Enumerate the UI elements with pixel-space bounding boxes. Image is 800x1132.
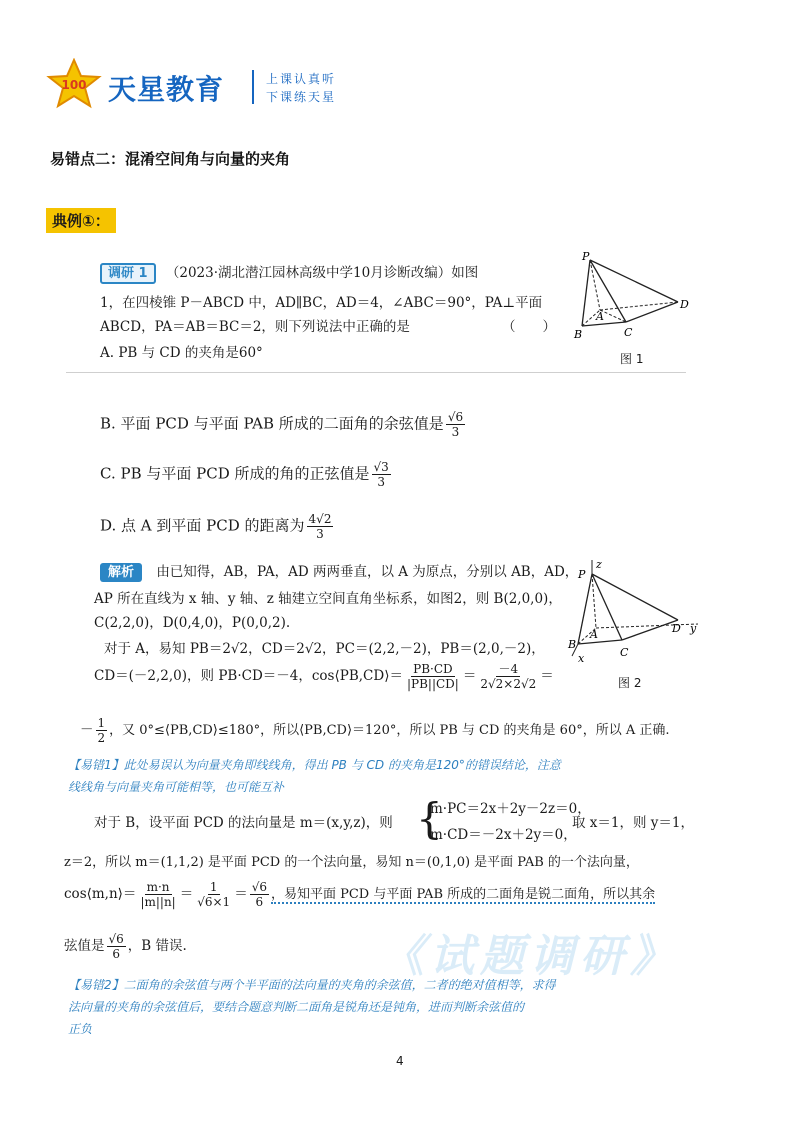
system-eq-1: m·PC＝2x＋2y－2z＝0， xyxy=(430,801,591,817)
problem-line-3: ABCD，PA＝AB＝BC＝2，则下列说法中正确的是 xyxy=(100,319,410,335)
solution-end-9: ，易知平面 PCD 与平面 PAB 所成的二面角是锐二面角，所以其余 xyxy=(270,887,656,902)
solution-line-8: z＝2，所以 m＝(1,1,2) 是平面 PCD 的一个法向量，易知 n＝(0,1,0) 是平面 PAB 的一个法向量， xyxy=(64,855,639,870)
solution-line-1 xyxy=(100,563,578,582)
problem-source: （2023·湖北潜江园林高级中学10月诊断改编）如图 xyxy=(165,265,479,281)
system-brace: { xyxy=(416,794,443,843)
option-c-den: 3 xyxy=(377,475,385,489)
solution-line-10 xyxy=(64,932,187,961)
solution-line-5 xyxy=(94,662,554,691)
fig1-label-d: D xyxy=(680,298,689,311)
solution-eq-9b: ＝ xyxy=(234,886,248,902)
solution-line-6 xyxy=(80,716,670,745)
fig2-label-y: y xyxy=(690,622,697,635)
option-b xyxy=(100,410,467,439)
option-b-fraction xyxy=(446,410,465,439)
mn-num-3: √6 xyxy=(251,880,267,894)
option-b-num: √6 xyxy=(447,410,464,424)
page-number: 4 xyxy=(396,1054,404,1068)
fig2-label-z: z xyxy=(596,560,602,571)
option-d-num: 4√2 xyxy=(308,512,332,526)
slogan-line-1: 上课认真听 xyxy=(266,72,337,86)
mn-den-2: √6×1 xyxy=(197,895,231,909)
option-d-den: 3 xyxy=(316,527,324,541)
fig1-label-p: P xyxy=(582,250,590,263)
cos-num-1: PB·CD xyxy=(413,662,453,676)
cos-den-1: |PB||CD| xyxy=(406,677,459,691)
figure-2-caption: 图 2 xyxy=(618,676,642,690)
solution-text-10: 弦值是 xyxy=(64,938,105,954)
option-c-fraction xyxy=(372,460,391,489)
section-title: 易错点二：混淆空间角与向量的夹角 xyxy=(50,150,291,168)
cos-fraction-1 xyxy=(405,662,461,691)
final-fraction xyxy=(107,932,126,961)
solution-line-7-end: 取 x＝1，则 y＝1， xyxy=(572,815,695,831)
mn-den: |m||n| xyxy=(140,895,176,909)
solution-line-2: AP 所在直线为 x 轴、y 轴、z 轴建立空间直角坐标系，如图2，则 B(2,0,0)， xyxy=(94,591,562,607)
fig2-label-d: D xyxy=(672,622,681,635)
solution-text-9: cos⟨m,n⟩＝ xyxy=(64,886,137,902)
option-c xyxy=(100,460,393,489)
fig1-label-b: B xyxy=(574,328,583,341)
figure-1 xyxy=(568,250,698,370)
half-den: 2 xyxy=(97,731,106,745)
option-d xyxy=(100,512,335,541)
option-c-num: √3 xyxy=(373,460,389,474)
option-a: A. PB 与 CD 的夹角是60° xyxy=(100,345,263,361)
cos-den-2: 2√2×2√2 xyxy=(480,677,537,691)
pyramid-diagram-2 xyxy=(566,560,706,664)
cos-num-2: －4 xyxy=(498,662,519,676)
figure-1-caption: 图 1 xyxy=(620,352,644,366)
solution-line-7 xyxy=(94,814,393,832)
mn-fraction xyxy=(138,880,177,909)
error-note-2-line-3: 正负 xyxy=(68,1022,93,1036)
option-b-text: B. 平面 PCD 与平面 PAB 所成的二面角的余弦值是 xyxy=(100,414,444,433)
half-fraction xyxy=(96,716,108,745)
system-eq-2: m·CD＝－2x＋2y＝0， xyxy=(430,827,577,843)
fig2-label-p: P xyxy=(578,568,586,581)
solution-eq-5: ＝ xyxy=(462,668,477,684)
fig2-label-x: x xyxy=(578,652,585,664)
solution-text-7: 对于 B，设平面 PCD 的法向量是 m＝(x,y,z)，则 xyxy=(94,815,393,831)
answer-paren: （ ） xyxy=(502,319,556,335)
fig1-label-a: A xyxy=(596,310,604,323)
solution-text-5: CD＝(－2,2,0)，则 PB·CD＝－4，cos⟨PB,CD⟩＝ xyxy=(94,668,403,684)
error-note-1-line-2: 线线角与向量夹角可能相等，也可能互补 xyxy=(68,780,285,794)
solution-end-10: ，B 错误. xyxy=(127,938,187,954)
error-note-2-line-2: 法向量的夹角的余弦值后，要结合题意判断二面角是锐角还是钝角，进而判断余弦值的 xyxy=(68,1000,525,1014)
mn-num: m·n xyxy=(146,880,170,894)
mn-num-2: 1 xyxy=(209,880,218,894)
watermark: 《试题调研》 xyxy=(380,931,680,982)
half-num: 1 xyxy=(97,716,106,730)
divider xyxy=(66,372,686,373)
option-d-text: D. 点 A 到平面 PCD 的距离为 xyxy=(100,516,305,535)
solution-end-5: ＝ xyxy=(540,668,554,684)
error-note-2-line-1: 【易错2】二面角的余弦值与两个半平面的法向量的夹角的余弦值，二者的绝对值相等，求得 xyxy=(68,978,556,992)
problem-line-2: 1，在四棱锥 P－ABCD 中，AD∥BC，AD＝4，∠ABC＝90°，PA⊥平面 xyxy=(100,295,543,311)
problem-line-1 xyxy=(100,264,478,283)
option-d-fraction xyxy=(307,512,334,541)
fig2-label-b: B xyxy=(568,638,577,651)
fig2-label-c: C xyxy=(620,646,629,659)
slogan-line-2: 下课练天星 xyxy=(266,90,337,104)
star-logo-icon xyxy=(46,58,102,110)
brand-name: 天星教育 xyxy=(108,73,225,106)
solution-tag: 解析 xyxy=(100,563,142,582)
header-divider xyxy=(252,70,254,104)
mn-fraction-2 xyxy=(195,880,232,909)
solution-line-9 xyxy=(64,880,655,909)
mn-den-3: 6 xyxy=(255,895,264,909)
logo xyxy=(46,58,102,110)
solution-text-1: 由已知得，AB，PA，AD 两两垂直，以 A 为原点，分别以 AB，AD， xyxy=(156,564,579,580)
figure-2 xyxy=(566,560,706,690)
problem-tag: 调研 1 xyxy=(100,263,156,284)
option-c-text: C. PB 与平面 PCD 所成的角的正弦值是 xyxy=(100,464,370,483)
example-label: 典例①： xyxy=(46,208,116,233)
option-b-den: 3 xyxy=(451,425,460,439)
solution-line-4: 对于 A，易知 PB＝2√2，CD＝2√2，PC＝(2,2,－2)，PB＝(2,0,－2)， xyxy=(104,641,545,657)
pyramid-diagram-1 xyxy=(568,250,698,350)
neg-sign: － xyxy=(80,722,94,738)
final-num: √6 xyxy=(108,932,124,946)
final-den: 6 xyxy=(112,947,120,961)
logo-badge: 100 xyxy=(61,78,87,92)
fig1-label-c: C xyxy=(624,326,633,339)
solution-text-6: ，又 0°≤⟨PB,CD⟩≤180°，所以⟨PB,CD⟩＝120°，所以 PB 与 CD 的夹角是 60°，所以 A 正确. xyxy=(109,723,670,738)
solution-line-3: C(2,2,0)，D(0,4,0)，P(0,0,2). xyxy=(94,615,291,631)
cos-fraction-2 xyxy=(478,662,538,691)
solution-eq-9a: ＝ xyxy=(179,886,194,902)
fig2-label-a: A xyxy=(590,628,598,641)
error-note-1-line-1: 【易错1】此处易误认为向量夹角即线线角，得出 PB 与 CD 的夹角是120°的错误结论，注意 xyxy=(68,758,561,772)
mn-fraction-3 xyxy=(250,880,269,909)
